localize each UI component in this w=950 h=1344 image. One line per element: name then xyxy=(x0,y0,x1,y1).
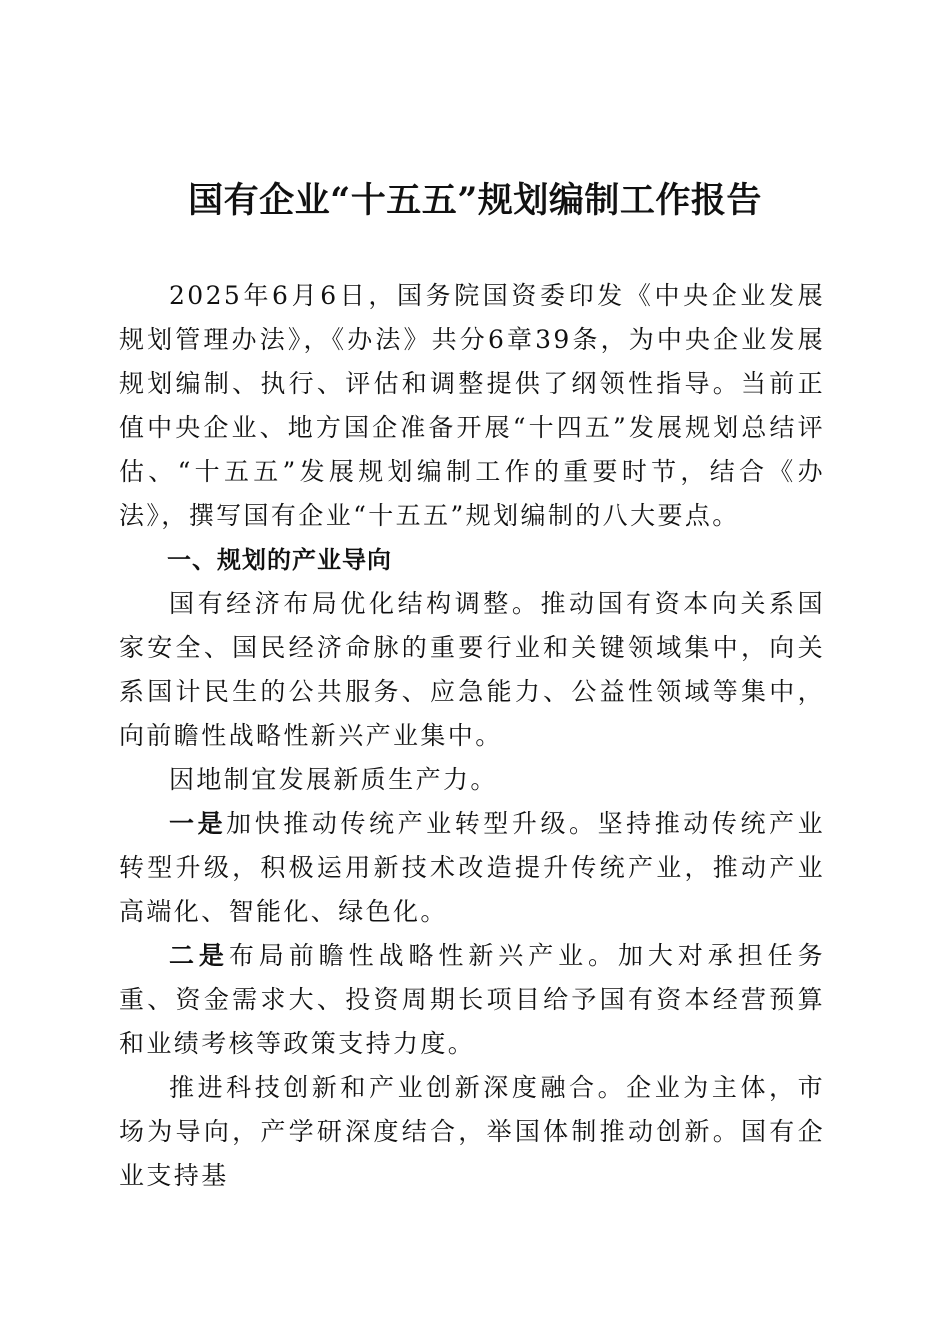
point-one-text: 加快推动传统产业转型升级。坚持推动传统产业转型升级，积极运用新技术改造提升传统产业，推动产业高端化、智能化、绿色化。 xyxy=(119,809,825,926)
paragraph-layout-optimization: 国有经济布局优化结构调整。推动国有资本向关系国家安全、国民经济命脉的重要行业和关键领域集中，向关系国计民生的公共服务、应急能力、公益性领域等集中，向前瞻性战略性新兴产业集中。 xyxy=(119,589,825,750)
paragraph-point-two xyxy=(119,934,825,1066)
document-body xyxy=(119,274,825,1198)
point-one-lead: 一是 xyxy=(169,809,227,838)
paragraph-point-one xyxy=(119,802,825,934)
point-two-lead: 二是 xyxy=(169,941,229,970)
section-heading: 一、规划的产业导向 xyxy=(167,546,392,574)
document-title: 国有企业“十五五”规划编制工作报告 xyxy=(188,180,762,221)
intro-paragraph: 2025年6月6日，国务院国资委印发《中央企业发展规划管理办法》，《办法》共分6章39条，为中央企业发展规划编制、执行、评估和调整提供了纲领性指导。当前正值中央企业、地方国企准备开展“十四五”发展规划总结评估、“十五五”发展规划编制工作的重要时节，结合《办法》，撰写国有企业“十五五”规划编制的八大要点。 xyxy=(119,281,825,530)
paragraph-innovation: 推进科技创新和产业创新深度融合。企业为主体，市场为导向，产学研深度结合，举国体制推动创新。国有企业支持基 xyxy=(119,1073,825,1190)
paragraph-new-productivity: 因地制宜发展新质生产力。 xyxy=(169,765,498,794)
point-two-text: 布局前瞻性战略性新兴产业。加大对承担任务重、资金需求大、投资周期长项目给予国有资本经营预算和业绩考核等政策支持力度。 xyxy=(119,941,825,1058)
